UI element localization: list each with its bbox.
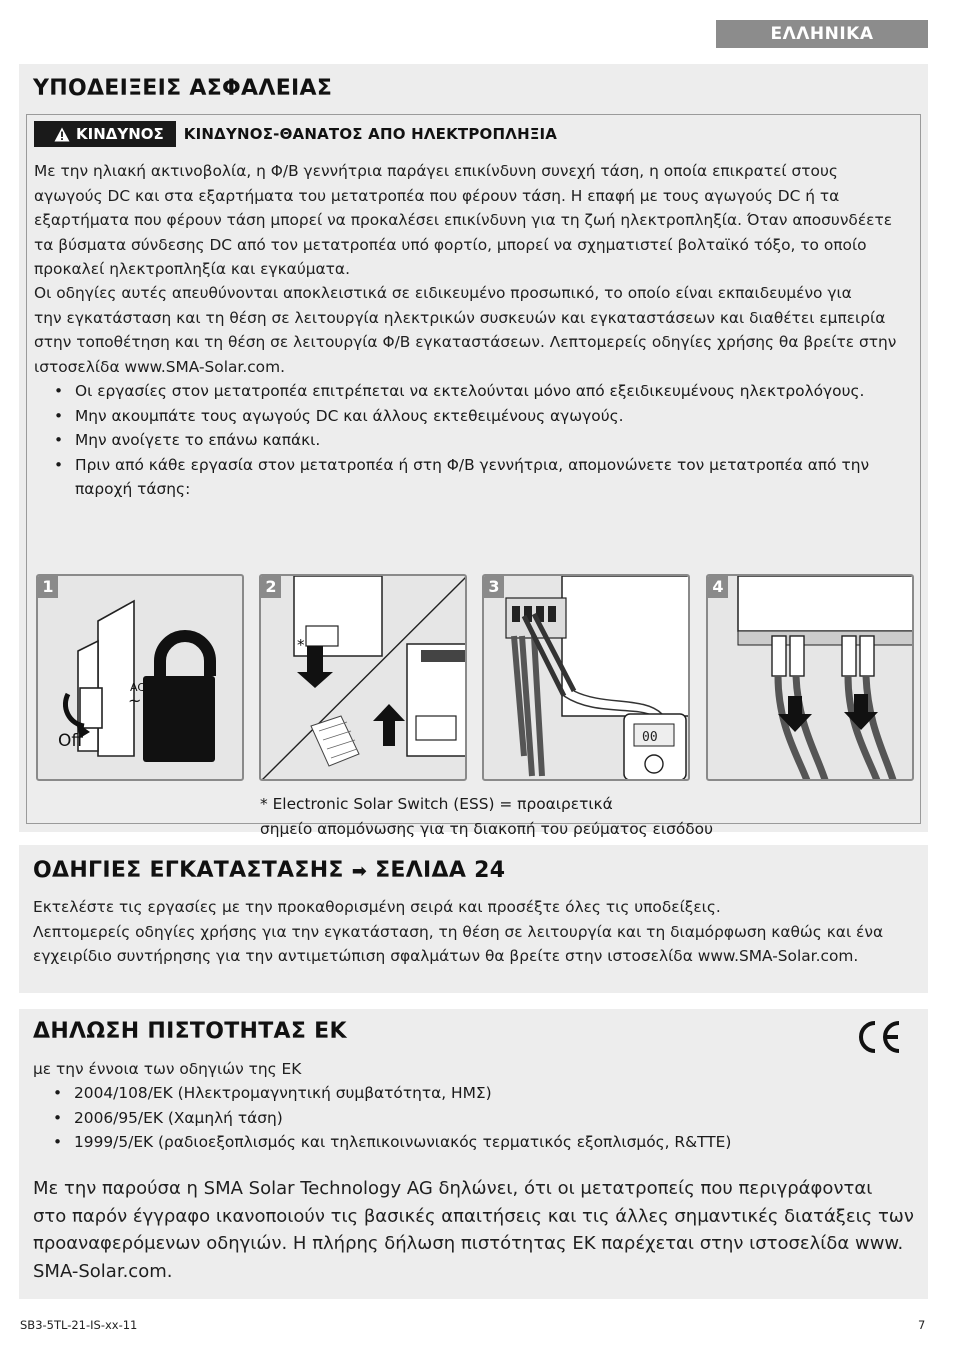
list-item: • Μην ανοίγετε το επάνω καπάκι. — [54, 431, 321, 449]
text-line: στο παρόν έγγραφο ικανοποιούν τις βασικές απαιτήσεις και τις άλλες σημαντικές διατάξεις των — [33, 1205, 914, 1227]
install-text — [33, 895, 913, 969]
text-line: προαναφερόμενων οδηγιών. Η πλήρης δήλωση πιστότητας ΕΚ παρέχεται στην ιστοσελίδα www. — [33, 1233, 904, 1254]
off-label: Off — [58, 731, 84, 751]
text-line: εγχειρίδιο συντήρησης για την αντιμετώπιση σφαλμάτων θα βρείτε στην ιστοσελίδα www.SMA-Solar.com. — [33, 947, 859, 965]
list-item: • 1999/5/ΕΚ (ραδιοεξοπλισμός και τηλεπικοινωνιακός τερματικός εξοπλισμός, R&TTE) — [53, 1133, 732, 1151]
text-line: ιστοσελίδα www.SMA-Solar.com. — [34, 357, 285, 376]
text-line: εξαρτήματα που φέρουν τάση μπορεί να προκαλέσει επικίνδυνη για τη ζωή ηλεκτροπληξία. Όταν αποσυνδέετε — [34, 211, 893, 229]
safety-heading: ΥΠΟΔΕΙΞΕΙΣ ΑΣΦΑΛΕΙΑΣ — [33, 76, 333, 101]
ec-declaration-section — [19, 1009, 928, 1299]
install-heading: ΟΔΗΓΙΕΣ ΕΓΚΑΤΑΣΤΑΣΗΣ ➡ ΣΕΛΙΔΑ 24 — [33, 858, 506, 883]
ess-asterisk: * — [297, 636, 305, 654]
dc-connector-removal-illustration — [708, 576, 914, 781]
danger-paragraph-2 — [34, 281, 914, 379]
ac-symbol: ~ — [128, 691, 142, 710]
step-number: 1 — [38, 576, 58, 598]
step-number: 4 — [708, 576, 728, 598]
text-line: τα βύσματα σύνδεσης DC από τον μετατροπέα υπό φορτίο, μπορεί να σχηματιστεί βολταϊκό τόξο, το οποίο — [34, 235, 867, 254]
ec-heading: ΔΗΛΩΣΗ ΠΙΣΤΟΤΗΤΑΣ ΕΚ — [33, 1019, 347, 1044]
text-line: στην τοποθέτηση και τη θέση σε λειτουργία Φ/Β εγκαταστάσεων. Λεπτομερείς οδηγίες χρήσης θα βρείτε στην — [34, 333, 897, 351]
danger-box — [26, 114, 921, 838]
language-tab: ΕΛΛΗΝΙΚΑ — [716, 20, 928, 48]
note-line: σημείο απομόνωσης για τη διακοπή του ρεύματος εισόδου — [260, 819, 713, 838]
text-line: προκαλεί ηλεκτροπληξία και εγκαύματα. — [34, 260, 350, 278]
text-line: Με την παρούσα η SMA Solar Technology AG δηλώνει, ότι οι μετατροπείς που περιγράφονται — [33, 1178, 873, 1199]
ess-removal-illustration — [261, 576, 467, 781]
meter-display: 00 — [642, 730, 658, 745]
danger-title: ΚΙΝΔΥΝΟΣ-ΘΑΝΑΤΟΣ ΑΠΟ ΗΛΕΚΤΡΟΠΛΗΞΙΑ — [183, 125, 558, 143]
danger-header — [34, 121, 557, 147]
install-section — [19, 845, 928, 993]
step-number: 2 — [261, 576, 281, 598]
step-1-figure — [36, 574, 244, 781]
ec-intro — [33, 1057, 913, 1082]
safety-section — [19, 64, 928, 838]
danger-badge-label: ΚΙΝΔΥΝΟΣ — [76, 125, 164, 143]
isolation-steps — [36, 574, 914, 782]
note-line: * Electronic Solar Switch (ESS) = προαιρετικά — [260, 795, 613, 813]
text-line: Λεπτομερείς οδηγίες χρήσης για την εγκατάσταση, τη θέση σε λειτουργία και τη διαμόρφωση καθώς και ένα — [33, 922, 884, 941]
step-4-figure — [706, 574, 914, 781]
danger-badge — [34, 121, 176, 147]
footer-page-number: 7 — [918, 1318, 926, 1332]
safety-bullet-list — [34, 379, 914, 502]
danger-paragraph-1 — [34, 159, 914, 282]
text-line: Οι οδηγίες αυτές απευθύνονται αποκλειστικά σε ειδικευμένο προσωπικό, το οποίο είναι εκπαιδευμένο για — [34, 284, 852, 302]
warning-triangle-icon — [54, 127, 70, 142]
voltage-measurement-illustration — [484, 576, 690, 781]
text-line: την εγκατάσταση και τη θέση σε λειτουργία ηλεκτρικών συσκευών και εγκαταστάσεων και διαθέτει εμπειρία — [34, 308, 886, 327]
ac-label: AC — [130, 681, 146, 694]
ec-directive-list — [33, 1081, 913, 1155]
list-item: • Μην ακουμπάτε τους αγωγούς DC και άλλους εκτεθειμένους αγωγούς. — [54, 406, 624, 425]
ec-declaration-text — [33, 1175, 913, 1285]
list-item: • Πριν από κάθε εργασία στον μετατροπέα ή στη Φ/Β γεννήτρια, απομονώνετε τον μετατροπέα από την παροχή τάσης: — [54, 455, 870, 498]
step-2-figure — [259, 574, 467, 781]
list-item: • Οι εργασίες στον μετατροπέα επιτρέπεται να εκτελούνται μόνο από εξειδικευμένους ηλεκτρολόγους. — [54, 382, 865, 400]
list-item: • 2006/95/ΕΚ (Χαμηλή τάση) — [53, 1108, 283, 1127]
ce-mark-icon — [855, 1019, 903, 1055]
step-3-figure — [482, 574, 690, 781]
text-line: SMA-Solar.com. — [33, 1260, 173, 1282]
list-item: • 2004/108/ΕΚ (Ηλεκτρομαγνητική συμβατότητα, ΗΜΣ) — [53, 1084, 492, 1102]
text-line: αγωγούς DC και στα εξαρτήματα του μετατροπέα που φέρουν τάση. Η επαφή με τους αγωγούς DC ή τα — [34, 186, 840, 205]
breaker-padlock-illustration — [38, 576, 244, 781]
text-line: Με την ηλιακή ακτινοβολία, η Φ/Β γεννήτρια παράγει επικίνδυνη συνεχή τάση, η οποία επικρατεί στους — [34, 162, 838, 180]
text-line: με την έννοια των οδηγιών της ΕΚ — [33, 1060, 302, 1078]
text-line: Εκτελέστε τις εργασίες με την προκαθορισμένη σειρά και προσέξτε όλες τις υποδείξεις. — [33, 898, 721, 916]
arrow-right-icon: ➡ — [351, 861, 368, 882]
step-number: 3 — [484, 576, 504, 598]
footer-doc-code: SB3-5TL-21-IS-xx-11 — [20, 1318, 138, 1332]
